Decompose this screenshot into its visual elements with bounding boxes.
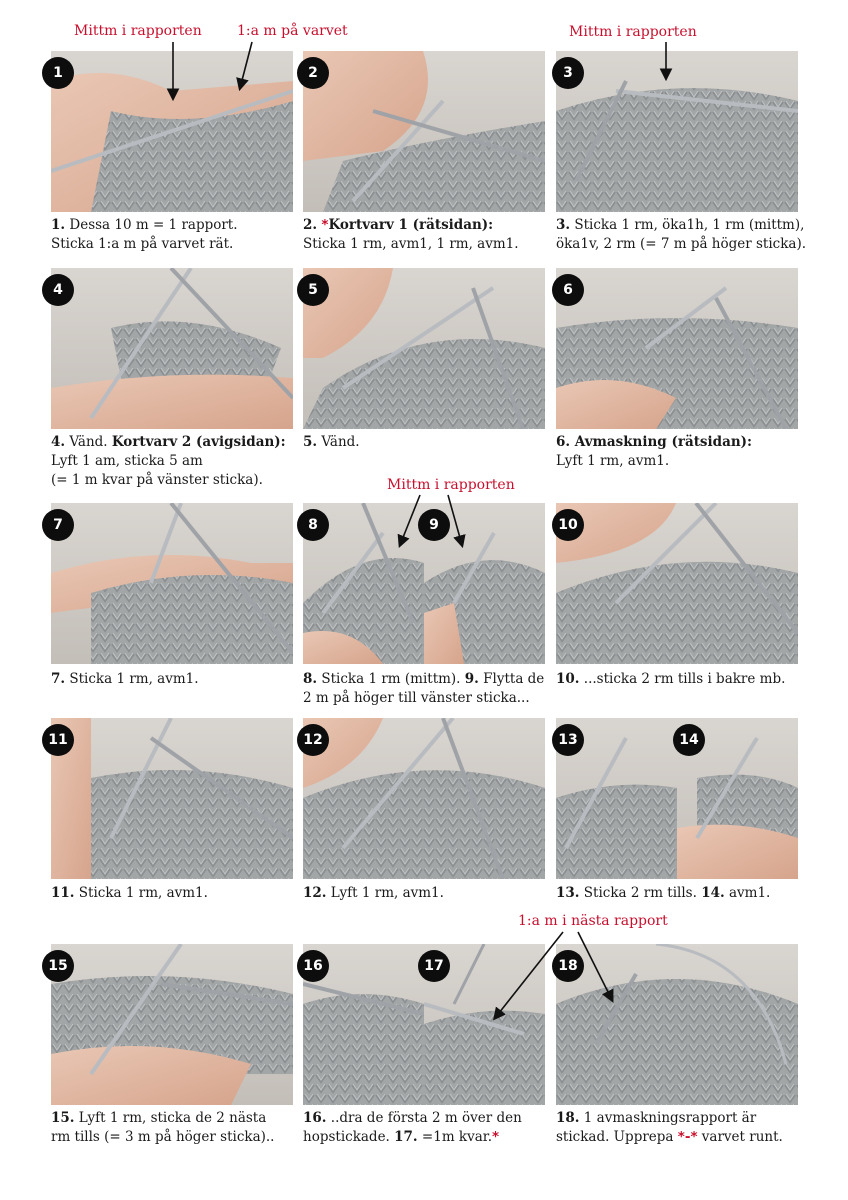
caption-text: Flytta de [478, 671, 545, 687]
caption-text: hopstickade. [303, 1129, 395, 1145]
caption-text: Lyft 1 am, sticka 5 am [51, 453, 203, 469]
repeat-asterisk: * [677, 1129, 685, 1145]
caption-text: Sticka 1 rm, öka1h, 1 rm (mittm), [570, 217, 805, 233]
caption-text: 2 m på höger till vänster sticka... [303, 690, 530, 706]
repeat-end-asterisk: * [492, 1129, 500, 1145]
caption-step-16-17 [303, 1109, 522, 1147]
caption-text: Sticka 1 rm, avm1. [65, 671, 199, 687]
photo-step-2 [303, 51, 545, 212]
photo-step-18 [556, 944, 798, 1105]
caption-text: Lyft 1 rm, avm1. [326, 885, 444, 901]
step-number-badge: 3 [552, 57, 584, 89]
caption-step-6 [556, 433, 752, 471]
caption-text: rm tills (= 3 m på höger sticka).. [51, 1129, 275, 1145]
photo-step-7 [51, 503, 293, 664]
repeat-start-asterisk: * [321, 217, 329, 233]
step-number: 13. [556, 885, 580, 901]
callout-next-repeat-stitch: 1:a m i nästa rapport [518, 913, 668, 929]
caption-text: Sticka 1 rm, avm1. [74, 885, 208, 901]
caption-heading: 6. Avmaskning (rätsidan): [556, 434, 753, 450]
caption-step-15 [51, 1109, 274, 1147]
step-number: 10. [556, 671, 580, 687]
step-number: 7. [51, 671, 66, 687]
caption-text: Vänd. [65, 434, 112, 450]
caption-text: =1m kvar. [417, 1129, 493, 1145]
caption-text: Sticka 2 rm tills. [579, 885, 702, 901]
caption-text: stickad. Upprepa [556, 1129, 678, 1145]
caption-step-1 [51, 216, 238, 254]
caption-text: Dessa 10 m = 1 rapport. [65, 217, 238, 233]
step-number-badge: 6 [552, 274, 584, 306]
repeat-asterisk: * [690, 1129, 698, 1145]
step-number: 4. [51, 434, 66, 450]
caption-text: öka1v, 2 rm (= 7 m på höger sticka). [556, 236, 807, 252]
caption-text: avm1. [724, 885, 771, 901]
repeat-dash: - [684, 1129, 691, 1145]
step-number-badge: 18 [552, 950, 584, 982]
step-number-badge: 9 [418, 509, 450, 541]
photo-step-5 [303, 268, 545, 429]
step-number-badge: 2 [297, 57, 329, 89]
photo-step-1 [51, 51, 293, 212]
step-number-badge: 4 [42, 274, 74, 306]
caption-heading: Kortvarv 2 (avigsidan): [111, 434, 286, 450]
caption-text: Sticka 1 rm, avm1, 1 rm, avm1. [303, 236, 519, 252]
step-number-badge: 13 [552, 724, 584, 756]
caption-text: varvet runt. [697, 1129, 783, 1145]
photo-step-11 [51, 718, 293, 879]
caption-step-13-14 [556, 884, 770, 903]
caption-text: Sticka 1:a m på varvet rät. [51, 236, 234, 252]
step-number: 2. [303, 217, 318, 233]
caption-text: Lyft 1 rm, avm1. [556, 453, 670, 469]
caption-step-5 [303, 433, 360, 452]
caption-step-2 [303, 216, 519, 254]
caption-step-12 [303, 884, 444, 903]
callout-center-stitch-8-9: Mittm i rapporten [387, 477, 515, 493]
step-number-badge: 16 [297, 950, 329, 982]
callout-center-stitch-1: Mittm i rapporten [74, 23, 202, 39]
step-number-badge: 8 [297, 509, 329, 541]
step-number: 17. [394, 1129, 418, 1145]
caption-text: 1 avmaskningsrapport är [579, 1110, 757, 1126]
photo-step-15 [51, 944, 293, 1105]
caption-step-4 [51, 433, 286, 490]
step-number: 12. [303, 885, 327, 901]
step-number-badge: 1 [42, 57, 74, 89]
step-number: 3. [556, 217, 571, 233]
photo-step-12 [303, 718, 545, 879]
step-number-badge: 12 [297, 724, 329, 756]
step-number: 8. [303, 671, 318, 687]
callout-center-stitch-3: Mittm i rapporten [569, 24, 697, 40]
step-number: 5. [303, 434, 318, 450]
caption-step-8-9 [303, 670, 544, 708]
caption-text: Vänd. [317, 434, 360, 450]
caption-step-10 [556, 670, 785, 689]
step-number-badge: 5 [297, 274, 329, 306]
caption-step-11 [51, 884, 208, 903]
caption-step-18 [556, 1109, 783, 1147]
photo-step-6 [556, 268, 798, 429]
caption-step-3 [556, 216, 806, 254]
photo-step-4 [51, 268, 293, 429]
step-number-badge: 11 [42, 724, 74, 756]
step-number: 1. [51, 217, 66, 233]
caption-step-7 [51, 670, 199, 689]
caption-text: Lyft 1 rm, sticka de 2 nästa [74, 1110, 267, 1126]
photo-step-3 [556, 51, 798, 212]
step-number: 14. [701, 885, 725, 901]
caption-text: (= 1 m kvar på vänster sticka). [51, 472, 263, 488]
step-number-badge: 14 [673, 724, 705, 756]
caption-text: Sticka 1 rm (mittm). [317, 671, 465, 687]
step-number-badge: 15 [42, 950, 74, 982]
caption-text: ..dra de första 2 m över den [326, 1110, 522, 1126]
step-number: 11. [51, 885, 75, 901]
step-number-badge: 10 [552, 509, 584, 541]
callout-first-stitch: 1:a m på varvet [237, 23, 348, 39]
photo-step-10 [556, 503, 798, 664]
caption-heading: Kortvarv 1 (rätsidan): [328, 217, 494, 233]
step-number-badge: 17 [418, 950, 450, 982]
step-number: 9. [464, 671, 479, 687]
step-number: 18. [556, 1110, 580, 1126]
step-number: 15. [51, 1110, 75, 1126]
caption-text: ...sticka 2 rm tills i bakre mb. [579, 671, 786, 687]
step-number: 16. [303, 1110, 327, 1126]
step-number-badge: 7 [42, 509, 74, 541]
